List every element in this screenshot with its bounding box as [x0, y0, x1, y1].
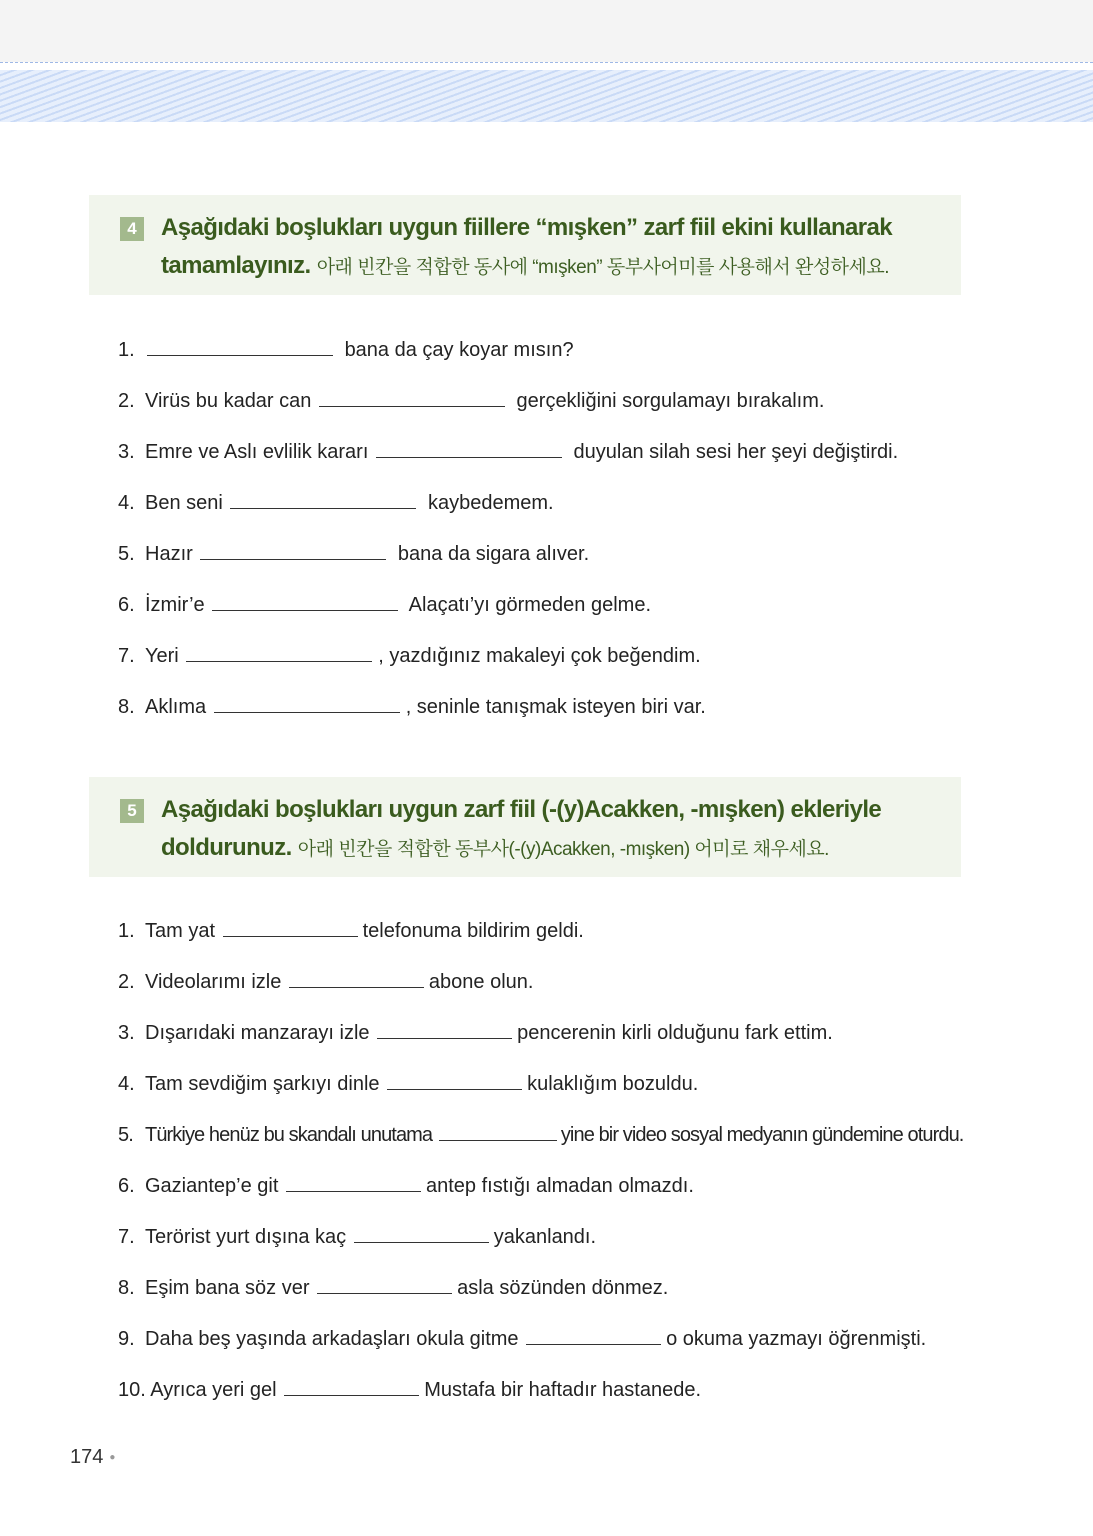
- exercise-item: 7. Yeri , yazdığınız makaleyi çok beğendim.: [118, 645, 701, 667]
- answer-blank[interactable]: [376, 439, 562, 458]
- section-5-title-tr: Aşağıdaki boşlukları uygun zarf fiil (-(y)Acakken, -mışken) ekleriyle doldurunuz.: [161, 796, 882, 861]
- answer-blank[interactable]: [284, 1377, 419, 1396]
- answer-blank[interactable]: [186, 643, 372, 662]
- section-5-number-badge: 5: [120, 799, 144, 823]
- section-4-title-ko: 아래 빈칸을 적합한 동사에 “mışken” 동부사어미를 사용해서 완성하세요.: [316, 257, 890, 278]
- answer-blank[interactable]: [230, 490, 416, 509]
- exercise-item: 7. Terörist yurt dışına kaç yakanlandı.: [118, 1226, 597, 1248]
- page-dot-icon: ●: [109, 1452, 116, 1464]
- exercise-item: 3. Dışarıdaki manzarayı izle pencerenin kirli olduğunu fark ettim.: [118, 1022, 833, 1044]
- exercise-item: 8. Aklıma , seninle tanışmak isteyen biri var.: [118, 696, 706, 718]
- section-5-title: [161, 791, 951, 869]
- answer-blank[interactable]: [354, 1224, 489, 1243]
- header-stripe-band: [0, 70, 1093, 122]
- top-band: [0, 0, 1093, 62]
- exercise-item: 2. Videolarımı izle abone olun.: [118, 971, 534, 993]
- exercise-item: 5. Hazır bana da sigara alıver.: [118, 543, 590, 565]
- exercise-item: 1. Tam yat telefonuma bildirim geldi.: [118, 920, 584, 942]
- answer-blank[interactable]: [223, 918, 358, 937]
- section-5-header: [89, 777, 961, 877]
- section-4-header: [89, 195, 961, 295]
- exercise-item: 10. Ayrıca yeri gel Mustafa bir haftadır hastanede.: [118, 1379, 702, 1401]
- exercise-item: 8. Eşim bana söz ver asla sözünden dönmez.: [118, 1277, 669, 1299]
- exercise-item: 2. Virüs bu kadar can gerçekliğini sorgulamayı bırakalım.: [118, 390, 825, 412]
- answer-blank[interactable]: [439, 1122, 557, 1141]
- section-5-exercise-list: [118, 918, 963, 1428]
- section-4-number-badge: 4: [120, 217, 144, 241]
- page-number: 174 ●: [70, 1446, 116, 1468]
- section-5-title-ko: 아래 빈칸을 적합한 동부사(-(y)Acakken, -mışken) 어미로 채우세요.: [297, 839, 829, 860]
- exercise-item: 4. Ben seni kaybedemem.: [118, 492, 554, 514]
- header-dotted-line: [0, 62, 1093, 63]
- section-4-title-tr: Aşağıdaki boşlukları uygun fiillere “mışken” zarf fiil ekini kullanarak tamamlayınız.: [161, 214, 892, 279]
- answer-blank[interactable]: [317, 1275, 452, 1294]
- exercise-item: 6. İzmir’e Alaçatı’yı görmeden gelme.: [118, 594, 651, 616]
- answer-blank[interactable]: [212, 592, 398, 611]
- exercise-item: 6. Gaziantep’e git antep fıstığı almadan olmazdı.: [118, 1175, 694, 1197]
- answer-blank[interactable]: [387, 1071, 522, 1090]
- answer-blank[interactable]: [526, 1326, 661, 1345]
- section-4-title: [161, 209, 951, 287]
- answer-blank[interactable]: [319, 388, 505, 407]
- exercise-item: 4. Tam sevdiğim şarkıyı dinle kulaklığım bozuldu.: [118, 1073, 699, 1095]
- answer-blank[interactable]: [289, 969, 424, 988]
- answer-blank[interactable]: [286, 1173, 421, 1192]
- answer-blank[interactable]: [200, 541, 386, 560]
- exercise-item: 5. Türkiye henüz bu skandalı unutama yine bir video sosyal medyanın gündemine oturdu.: [118, 1124, 964, 1146]
- exercise-item: 9. Daha beş yaşında arkadaşları okula gitme o okuma yazmayı öğrenmişti.: [118, 1328, 927, 1350]
- answer-blank[interactable]: [147, 337, 333, 356]
- section-4-exercise-list: [118, 337, 898, 745]
- exercise-item: 3. Emre ve Aslı evlilik kararı duyulan silah sesi her şeyi değiştirdi.: [118, 441, 899, 463]
- answer-blank[interactable]: [214, 694, 400, 713]
- answer-blank[interactable]: [377, 1020, 512, 1039]
- exercise-item: 1. bana da çay koyar mısın?: [118, 339, 574, 361]
